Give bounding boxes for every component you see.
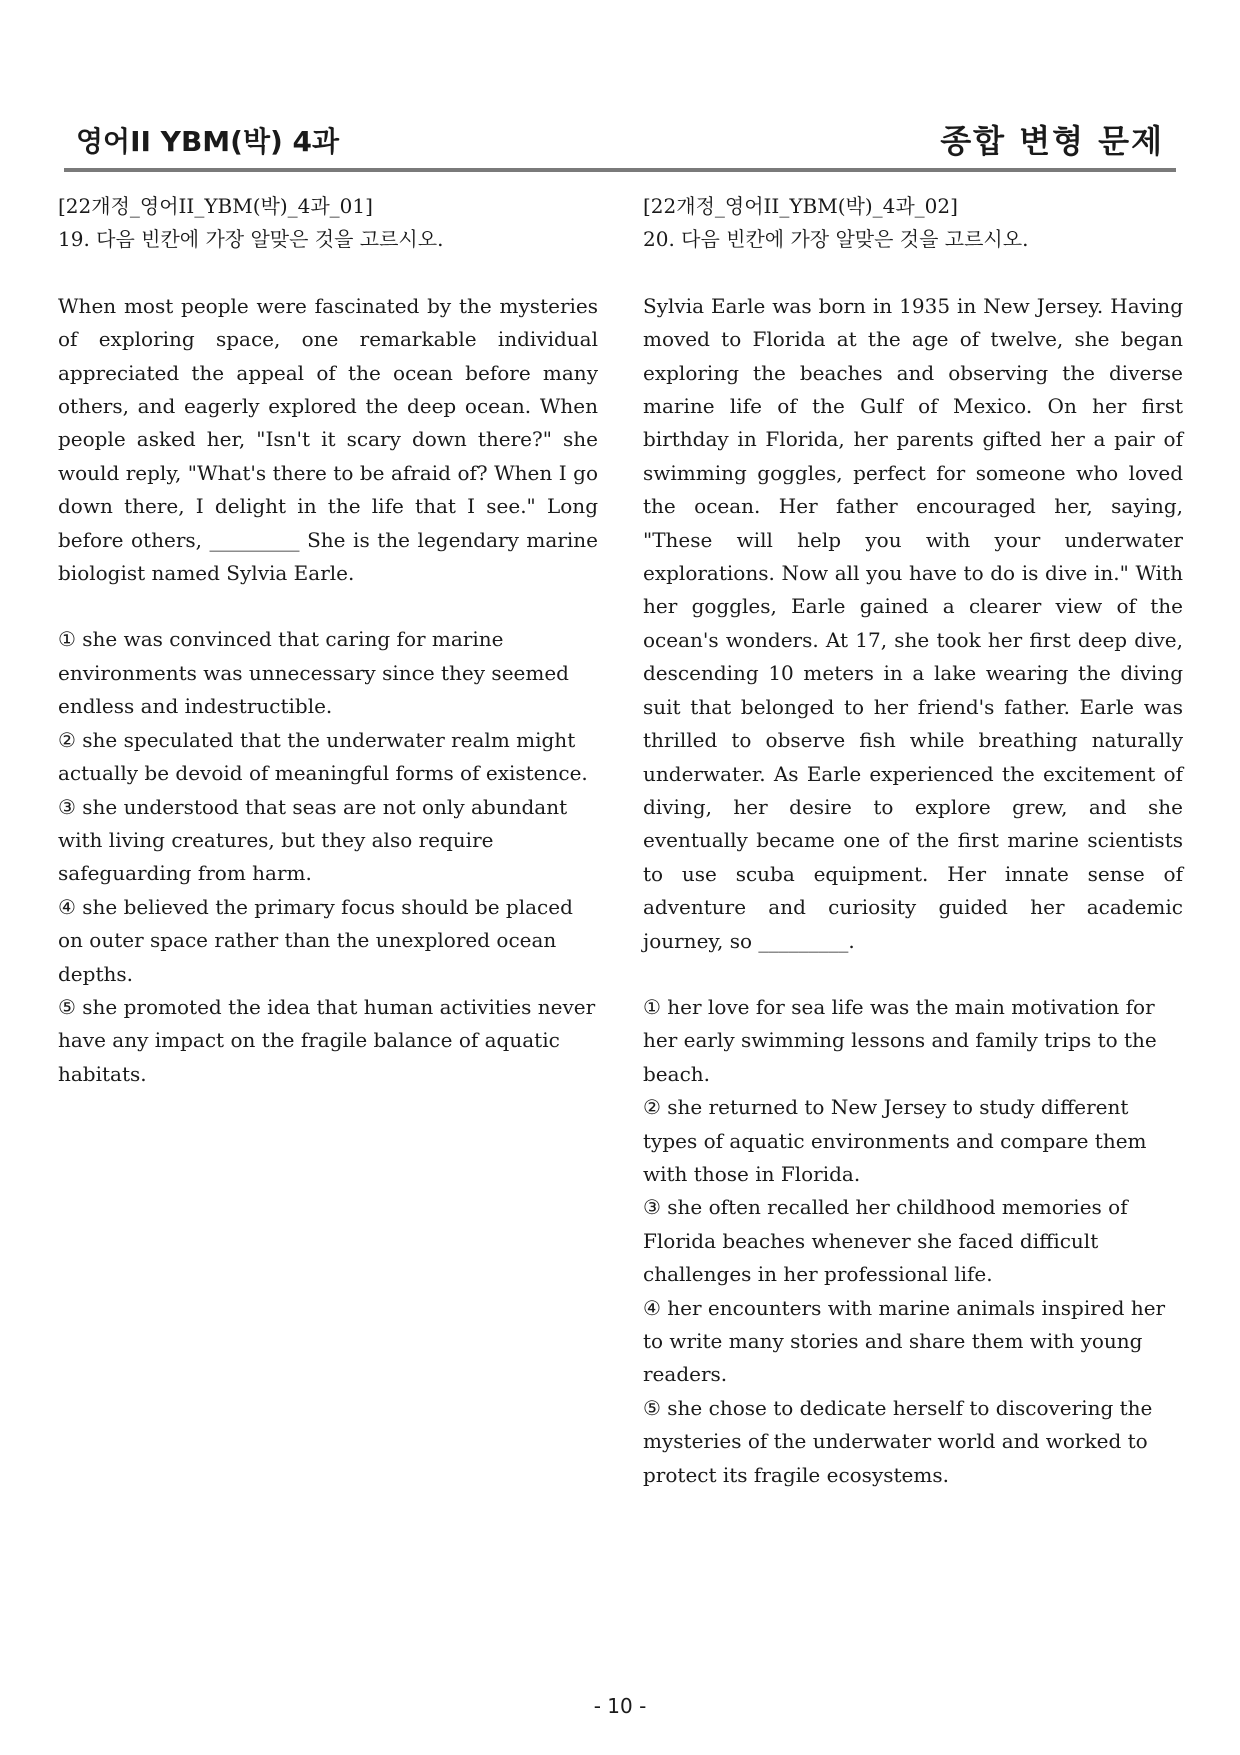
- page-number: - 10 -: [593, 1694, 647, 1718]
- answer-option-3[interactable]: ③ she often recalled her childhood memories of Florida beaches whenever she faced difficult challenges in her professional life.: [643, 1195, 1128, 1287]
- question-passage: Sylvia Earle was born in 1935 in New Jersey. Having moved to Florida at the age of twelve, she began exploring the beaches and observing the diverse marine life of the Gulf of Mexico. On her first birthday in Florida, her parents gifted her a pair of swimming goggles, perfect for someone who loved the ocean. Her father encouraged her, saying, "These will help you with your underwater explorations. Now all you have to do is dive in." With her goggles, Earle gained a clearer view of the ocean's wonders. At 17, she took her first deep dive, descending 10 meters in a lake wearing the diving suit that belonged to her friend's father. Earle was thrilled to observe fish while breathing naturally underwater. As Earle experienced the excitement of diving, her desire to explore grew, and she eventually became one of the first marine scientists to use scuba equipment. Her innate sense of adventure and curiosity guided her academic journey, so _________.: [643, 293, 1183, 953]
- question-19: [58, 190, 598, 1091]
- question-passage: When most people were fascinated by the mysteries of exploring space, one remarkable individual appreciated the appeal of the ocean before many others, and eagerly explored the deep ocean. When people asked her, "Isn't it scary down there?" she would reply, "What's there to be afraid of? When I go down there, I delight in the life that I see." Long before others, _________ She is the legendary marine biologist named Sylvia Earle.: [58, 293, 598, 586]
- question-prompt: 19. 다음 빈칸에 가장 알맞은 것을 고르시오.: [58, 227, 444, 252]
- answer-option-1[interactable]: ① she was convinced that caring for marine environments was unnecessary since they seemed endless and indestructible.: [58, 627, 569, 719]
- question-code: [22개정_영어II_YBM(박)_4과_02]: [643, 194, 958, 218]
- question-code: [22개정_영어II_YBM(박)_4과_01]: [58, 194, 373, 218]
- answer-option-2[interactable]: ② she speculated that the underwater realm might actually be devoid of meaningful forms of existence.: [58, 727, 588, 786]
- page-header: [64, 116, 1176, 170]
- answer-option-1[interactable]: ① her love for sea life was the main motivation for her early swimming lessons and family trips to the beach.: [643, 994, 1157, 1086]
- answer-option-3[interactable]: ③ she understood that seas are not only abundant with living creatures, but they also require safeguarding from harm.: [58, 794, 568, 886]
- header-subtitle: 종합 변형 문제: [940, 122, 1164, 160]
- answer-option-2[interactable]: ② she returned to New Jersey to study different types of aquatic environments and compare them with those in Florida.: [643, 1095, 1147, 1186]
- answer-option-4[interactable]: ④ she believed the primary focus should be placed on outer space rather than the unexplored ocean depths.: [58, 894, 573, 986]
- question-prompt: 20. 다음 빈칸에 가장 알맞은 것을 고르시오.: [643, 227, 1029, 252]
- question-20: [643, 190, 1183, 1492]
- header-title: 영어II YBM(박) 4과: [76, 125, 340, 158]
- answer-options: [643, 991, 1183, 1492]
- answer-option-4[interactable]: ④ her encounters with marine animals inspired her to write many stories and share them with young readers.: [643, 1295, 1166, 1387]
- answer-option-5[interactable]: ⑤ she promoted the idea that human activities never have any impact on the fragile balance of aquatic habitats.: [58, 994, 596, 1086]
- answer-option-5[interactable]: ⑤ she chose to dedicate herself to discovering the mysteries of the underwater world and worked to protect its fragile ecosystems.: [643, 1395, 1153, 1487]
- answer-options: [58, 623, 598, 1091]
- header-divider: [64, 168, 1176, 172]
